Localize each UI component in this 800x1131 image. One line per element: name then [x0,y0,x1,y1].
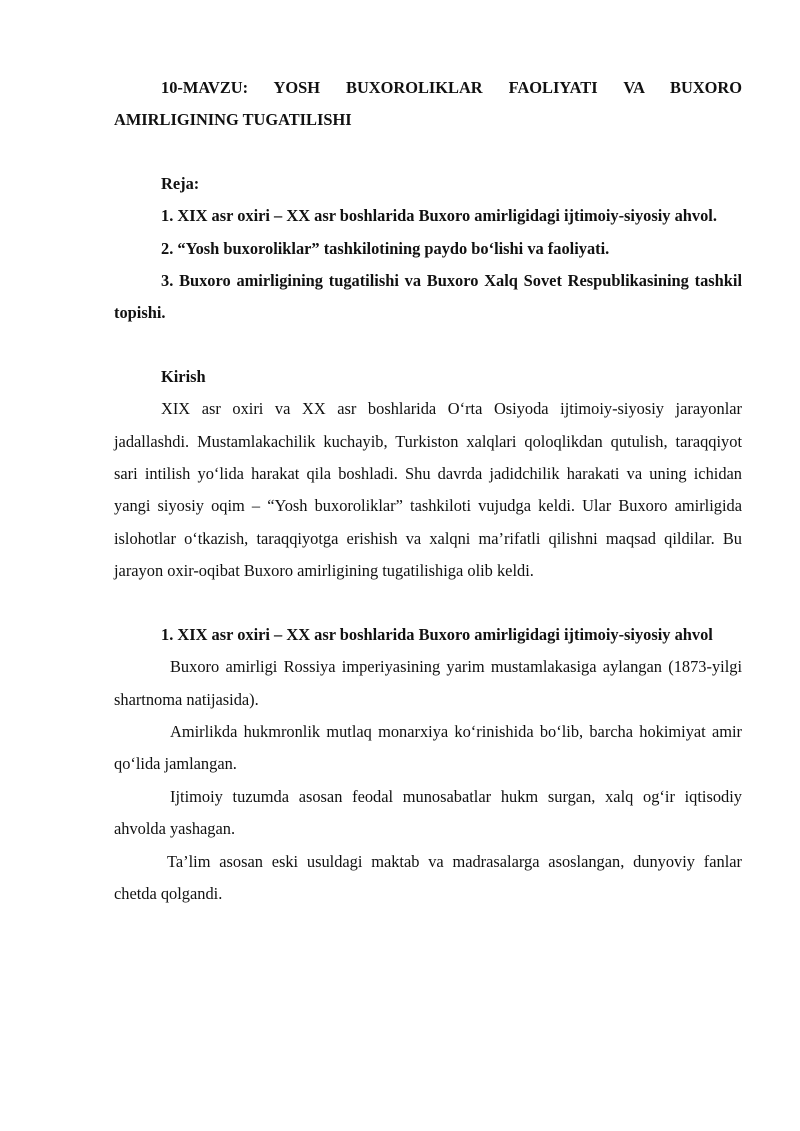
plan-item-3: 3. Buxoro amirligining tugatilishi va Buxoro Xalq Sovet Respublikasining tashkil topishi. [114,271,742,323]
section1-paragraph-3: Ijtimoiy tuzumda asosan feodal munosabatlar hukm surgan, xalq og‘ir iqtisodiy ahvolda yashagan. [114,786,742,839]
plan-item-2: 2. “Yosh buxoroliklar” tashkilotining paydo bo‘lishi va faoliyati. [161,238,610,258]
spacer [114,330,742,361]
spacer [114,137,742,168]
spacer [114,588,742,619]
section1-paragraph-4: Ta’lim asosan eski usuldagi maktab va madrasalarga asoslangan, dunyoviy fanlar chetda qolgandi. [114,851,742,903]
document-page [114,72,742,910]
section1-paragraph-2: Amirlikda hukmronlik mutlaq monarxiya ko‘rinishida bo‘lib, barcha hokimiyat amir qo‘lida jamlangan. [114,721,742,774]
plan-heading: Reja: [161,173,200,193]
section1-heading: 1. XIX asr oxiri – XX asr boshlarida Buxoro amirligidagi ijtimoiy-siyosiy ahvol [161,624,713,644]
intro-paragraph: XIX asr oxiri va XX asr boshlarida O‘rta Osiyoda ijtimoiy-siyosiy jarayonlar jadallashdi. Mustamlakachilik kuchayib, Turkiston xalqlari qoloqlikdan qutulish, taraqqiyot sari intilish yo‘lida harakat qila boshladi. Shu davrda jadidchilik harakati va uning ichidan yangi siyosiy oqim – “Yosh buxoroliklar” tashkiloti vujudga keldi. Ular Buxoro amirligida islohotlar o‘tkazish, taraqqiyotga erishish va xalqni ma’rifatli qilishni maqsad qildilar. Bu jarayon oxir-oqibat Buxoro amirligining tugatilishiga olib keldi. [114,399,742,581]
section1-paragraph-1: Buxoro amirligi Rossiya imperiyasining yarim mustamlakasiga aylangan (1873-yilgi shartnoma natijasida). [114,657,742,709]
plan-item-1: 1. XIX asr oxiri – XX asr boshlarida Buxoro amirligidagi ijtimoiy-siyosiy ahvol. [161,206,717,226]
document-title: 10-MAVZU: YOSH BUXOROLIKLAR FAOLIYATI VA BUXORO AMIRLIGINING TUGATILISHI [114,78,742,130]
intro-heading: Kirish [161,366,206,386]
